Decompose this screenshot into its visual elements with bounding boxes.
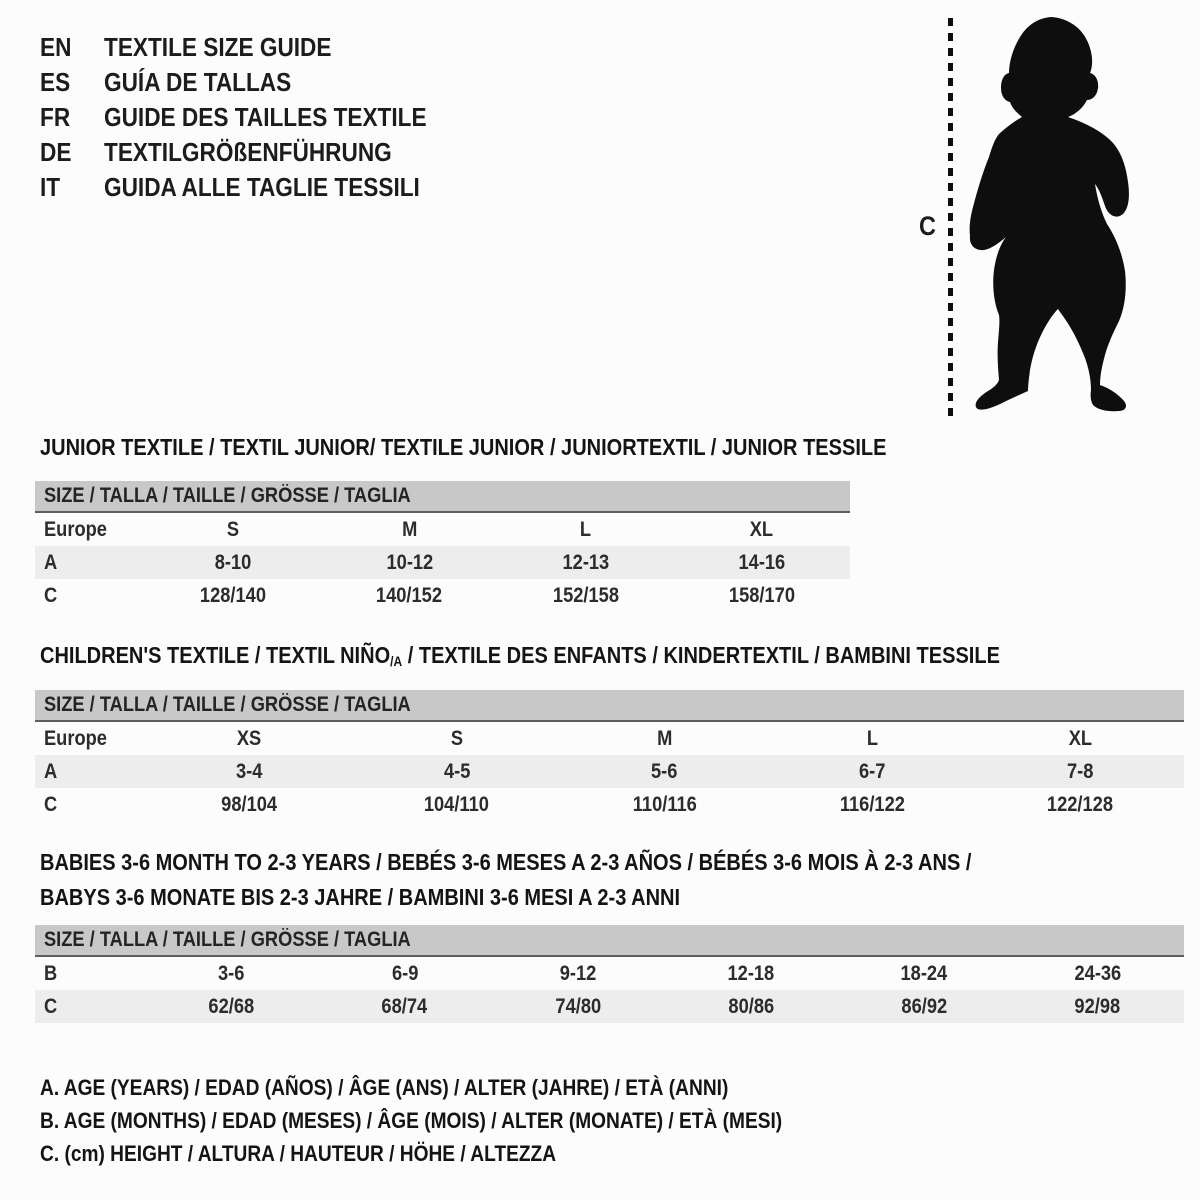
table-cell: XL xyxy=(1068,726,1092,750)
language-title: GUIDA ALLE TAGLIE TESSILI xyxy=(104,172,420,202)
junior-size-table xyxy=(35,481,850,612)
table-cell: 62/68 xyxy=(208,994,255,1018)
section-title-babies: BABIES 3-6 MONTH TO 2-3 YEARS / BEBÉS 3-6 MESES A 2-3 AÑOS / BÉBÉS 3-6 MOIS À 2-3 ANS / BABYS 3-6 MONATE BIS 2-3 JAHRE / BAMBINI 3-6 MESI A 2-3 ANNI xyxy=(40,849,972,910)
table-cell: S xyxy=(227,517,240,541)
table-cell: 6-7 xyxy=(859,759,886,783)
section-title-children: CHILDREN'S TEXTILE / TEXTIL NIÑO/A / TEXTILE DES ENFANTS / KINDERTEXTIL / BAMBINI TESSILE xyxy=(40,642,1000,670)
table-cell: 4-5 xyxy=(443,759,470,783)
measurement-legend xyxy=(40,1071,893,1170)
table-cell: 6-9 xyxy=(391,961,418,985)
legend-line-a: A. AGE (YEARS) / EDAD (AÑOS) / ÂGE (ANS) / ALTER (JAHRE) / ETÀ (ANNI) xyxy=(40,1075,729,1100)
language-row xyxy=(40,135,475,170)
table-cell: 10-12 xyxy=(386,550,433,574)
language-row xyxy=(40,170,475,205)
table-row-europe xyxy=(35,513,850,546)
row-label: C xyxy=(44,994,58,1018)
measure-label-c: C xyxy=(919,211,936,241)
language-code: IT xyxy=(40,172,61,202)
size-table-header: SIZE / TALLA / TAILLE / GRÖSSE / TAGLIA xyxy=(35,481,850,513)
table-cell: 86/92 xyxy=(901,994,948,1018)
table-cell: 122/128 xyxy=(1047,792,1114,816)
table-cell: 152/158 xyxy=(552,583,619,607)
legend-line-b: B. AGE (MONTHS) / EDAD (MESES) / ÂGE (MOIS) / ALTER (MONATE) / ETÀ (MESI) xyxy=(40,1108,783,1133)
language-title: GUIDE DES TAILLES TEXTILE xyxy=(104,102,427,132)
row-label: Europe xyxy=(44,726,107,750)
language-row xyxy=(40,30,475,65)
language-row xyxy=(40,65,475,100)
table-cell: 18-24 xyxy=(900,961,948,985)
table-cell: 116/122 xyxy=(839,792,905,816)
language-code: FR xyxy=(40,102,71,132)
row-label: C xyxy=(44,792,58,816)
table-row-age-months xyxy=(35,957,1184,990)
row-label: B xyxy=(44,961,58,985)
legend-line-c: C. (cm) HEIGHT / ALTURA / HAUTEUR / HÖHE / ALTEZZA xyxy=(40,1141,557,1166)
table-cell: 7-8 xyxy=(1066,759,1094,783)
babies-size-table xyxy=(35,925,1184,1023)
language-code: EN xyxy=(40,32,72,62)
table-cell: S xyxy=(450,726,463,750)
table-cell: 12-13 xyxy=(562,550,609,574)
toddler-silhouette-image xyxy=(963,14,1137,416)
children-size-table xyxy=(35,690,1184,821)
language-title: TEXTILGRÖßENFÜHRUNG xyxy=(104,137,392,167)
table-cell: XS xyxy=(236,726,262,750)
table-cell: 98/104 xyxy=(220,792,277,816)
table-cell: 140/152 xyxy=(376,583,443,607)
table-cell: 92/98 xyxy=(1074,994,1121,1018)
table-cell: 3-4 xyxy=(235,759,263,783)
table-cell: 12-18 xyxy=(727,961,775,985)
language-title: GUÍA DE TALLAS xyxy=(104,67,292,97)
size-table-header: SIZE / TALLA / TAILLE / GRÖSSE / TAGLIA xyxy=(35,690,1184,722)
table-cell: 158/170 xyxy=(728,583,795,607)
table-row-height xyxy=(35,990,1184,1023)
row-label: C xyxy=(44,583,58,607)
table-cell: 8-10 xyxy=(214,550,252,574)
language-title-list xyxy=(40,30,475,205)
section-title-junior: JUNIOR TEXTILE / TEXTIL JUNIOR/ TEXTILE JUNIOR / JUNIORTEXTIL / JUNIOR TESSILE xyxy=(40,434,887,460)
row-label: A xyxy=(44,550,58,574)
language-code: DE xyxy=(40,137,72,167)
table-cell: 3-6 xyxy=(218,961,245,985)
table-cell: 110/116 xyxy=(632,792,697,816)
table-cell: 68/74 xyxy=(381,994,428,1018)
language-title: TEXTILE SIZE GUIDE xyxy=(104,32,332,62)
table-cell: 74/80 xyxy=(555,994,601,1018)
table-cell: 128/140 xyxy=(200,583,267,607)
table-row-age xyxy=(35,546,850,579)
table-row-height xyxy=(35,788,1184,821)
row-label: A xyxy=(44,759,58,783)
table-row-age xyxy=(35,755,1184,788)
language-row xyxy=(40,100,475,135)
table-cell: L xyxy=(866,726,878,750)
table-row-height xyxy=(35,579,850,612)
table-cell: 5-6 xyxy=(651,759,678,783)
table-cell: L xyxy=(580,517,592,541)
size-table-header: SIZE / TALLA / TAILLE / GRÖSSE / TAGLIA xyxy=(35,925,1184,957)
row-label: Europe xyxy=(44,517,107,541)
table-row-europe xyxy=(35,722,1184,755)
table-cell: XL xyxy=(750,517,774,541)
table-cell: M xyxy=(401,517,417,541)
table-cell: 9-12 xyxy=(559,961,597,985)
table-cell: 14-16 xyxy=(738,550,786,574)
table-cell: 24-36 xyxy=(1074,961,1121,985)
height-measure-dashed-line xyxy=(948,18,953,416)
table-cell: 104/110 xyxy=(424,792,490,816)
language-code: ES xyxy=(40,67,71,97)
table-cell: 80/86 xyxy=(728,994,774,1018)
table-cell: M xyxy=(656,726,673,750)
